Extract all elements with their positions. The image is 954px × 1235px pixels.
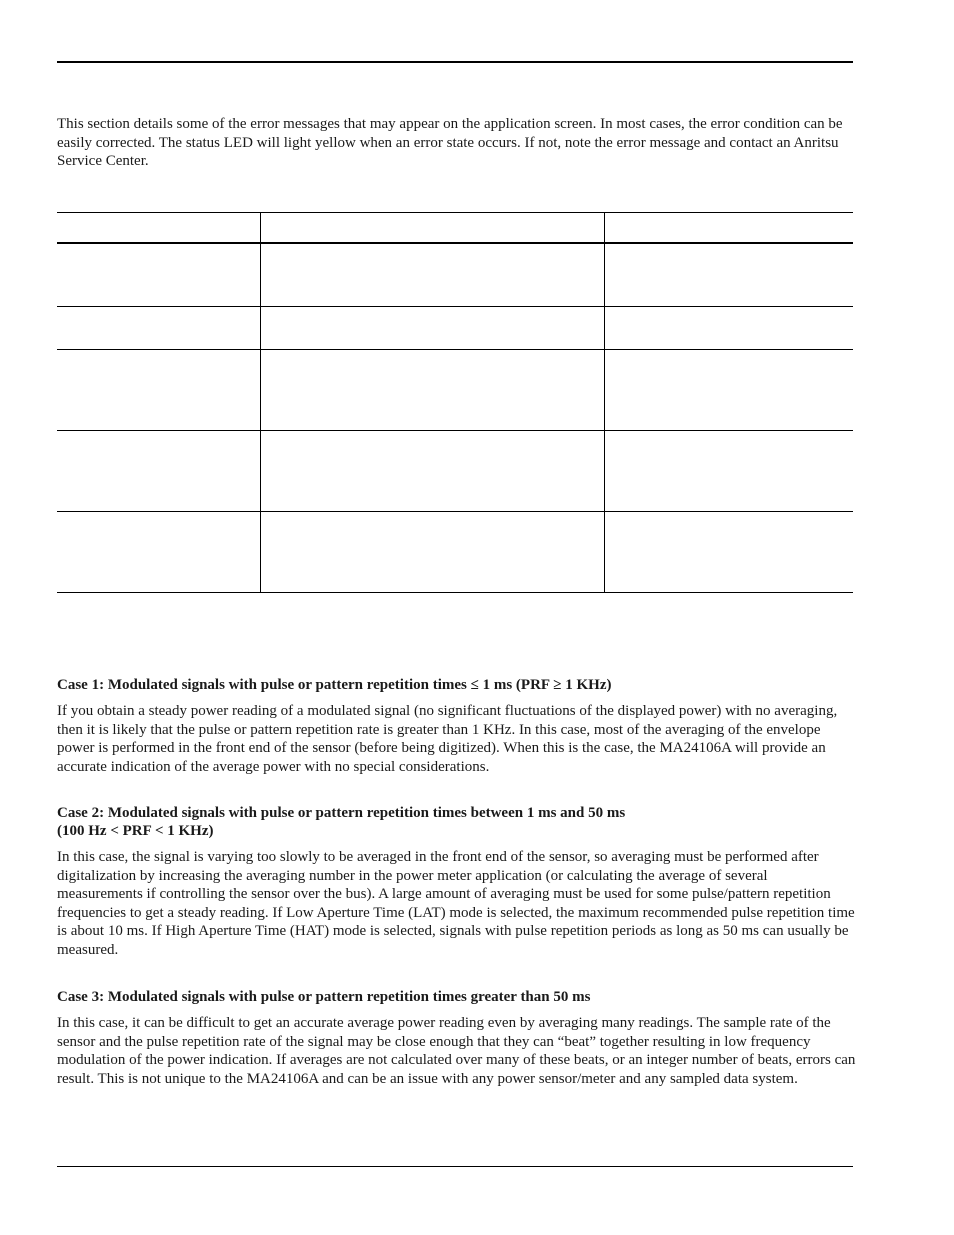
- table-row-divider: [57, 306, 853, 307]
- table-row-divider: [57, 430, 853, 431]
- case-2-heading-line2: (100 Hz < PRF < 1 KHz): [57, 823, 214, 839]
- case-1-heading: Case 1: Modulated signals with pulse or pattern repetition times ≤ 1 ms (PRF ≥ 1 KHz): [57, 677, 612, 693]
- case-2-body: In this case, the signal is varying too slowly to be averaged in the front end of the sensor, so averaging must be performed after digitalization by increasing the averaging number in the power meter application (or calculating the average of several measurements if controlling the sensor over the bus). A large amount of averaging must be used for some pulse/pattern repetition frequencies to get a steady reading. If Low Aperture Time (LAT) mode is selected, the maximum recommended pulse repetition time is about 10 ms. If High Aperture Time (HAT) mode is selected, signals with pulse repetition periods as long as 50 ms can usually be measured.: [57, 849, 855, 958]
- bottom-rule: [57, 1166, 853, 1167]
- table-row-divider: [57, 349, 853, 350]
- table-column-divider: [604, 212, 605, 593]
- case-3-heading: Case 3: Modulated signals with pulse or pattern repetition times greater than 50 ms: [57, 989, 591, 1005]
- case-3-body: In this case, it can be difficult to get an accurate average power reading even by averaging many readings. The sample rate of the sensor and the pulse repetition rate of the signal may be close enough that they can “beat” together resulting in low frequency modulation of the power indication. If averages are not calculated over many of these beats, or an integer number of beats, errors can result. This is not unique to the MA24106A and can be an issue with any power sensor/meter and any sampled data system.: [57, 1015, 856, 1087]
- table-bottom-rule: [57, 592, 853, 593]
- table-header-top-rule: [57, 212, 853, 213]
- case-1-body: If you obtain a steady power reading of a modulated signal (no significant fluctuations of the displayed power) with no averaging, then it is likely that the pulse or pattern repetition rate is greater than 1 KHz. In this case, most of the averaging of the envelope power is performed in the front end of the sensor (before being digitized). When this is the case, the MA24106A will provide an accurate indication of the average power with no special considerations.: [57, 703, 838, 775]
- table-header-bottom-rule: [57, 242, 853, 244]
- intro-paragraph: This section details some of the error messages that may appear on the application screen. In most cases, the error condition can be easily corrected. The status LED will light yellow when an error state occurs. If not, note the error message and contact an Anritsu Service Center.: [57, 116, 843, 170]
- table-column-divider: [260, 212, 261, 593]
- table-row-divider: [57, 511, 853, 512]
- top-rule: [57, 61, 853, 63]
- error-message-table: [57, 212, 853, 593]
- case-2-heading-line1: Case 2: Modulated signals with pulse or pattern repetition times between 1 ms and 50 ms: [57, 805, 626, 821]
